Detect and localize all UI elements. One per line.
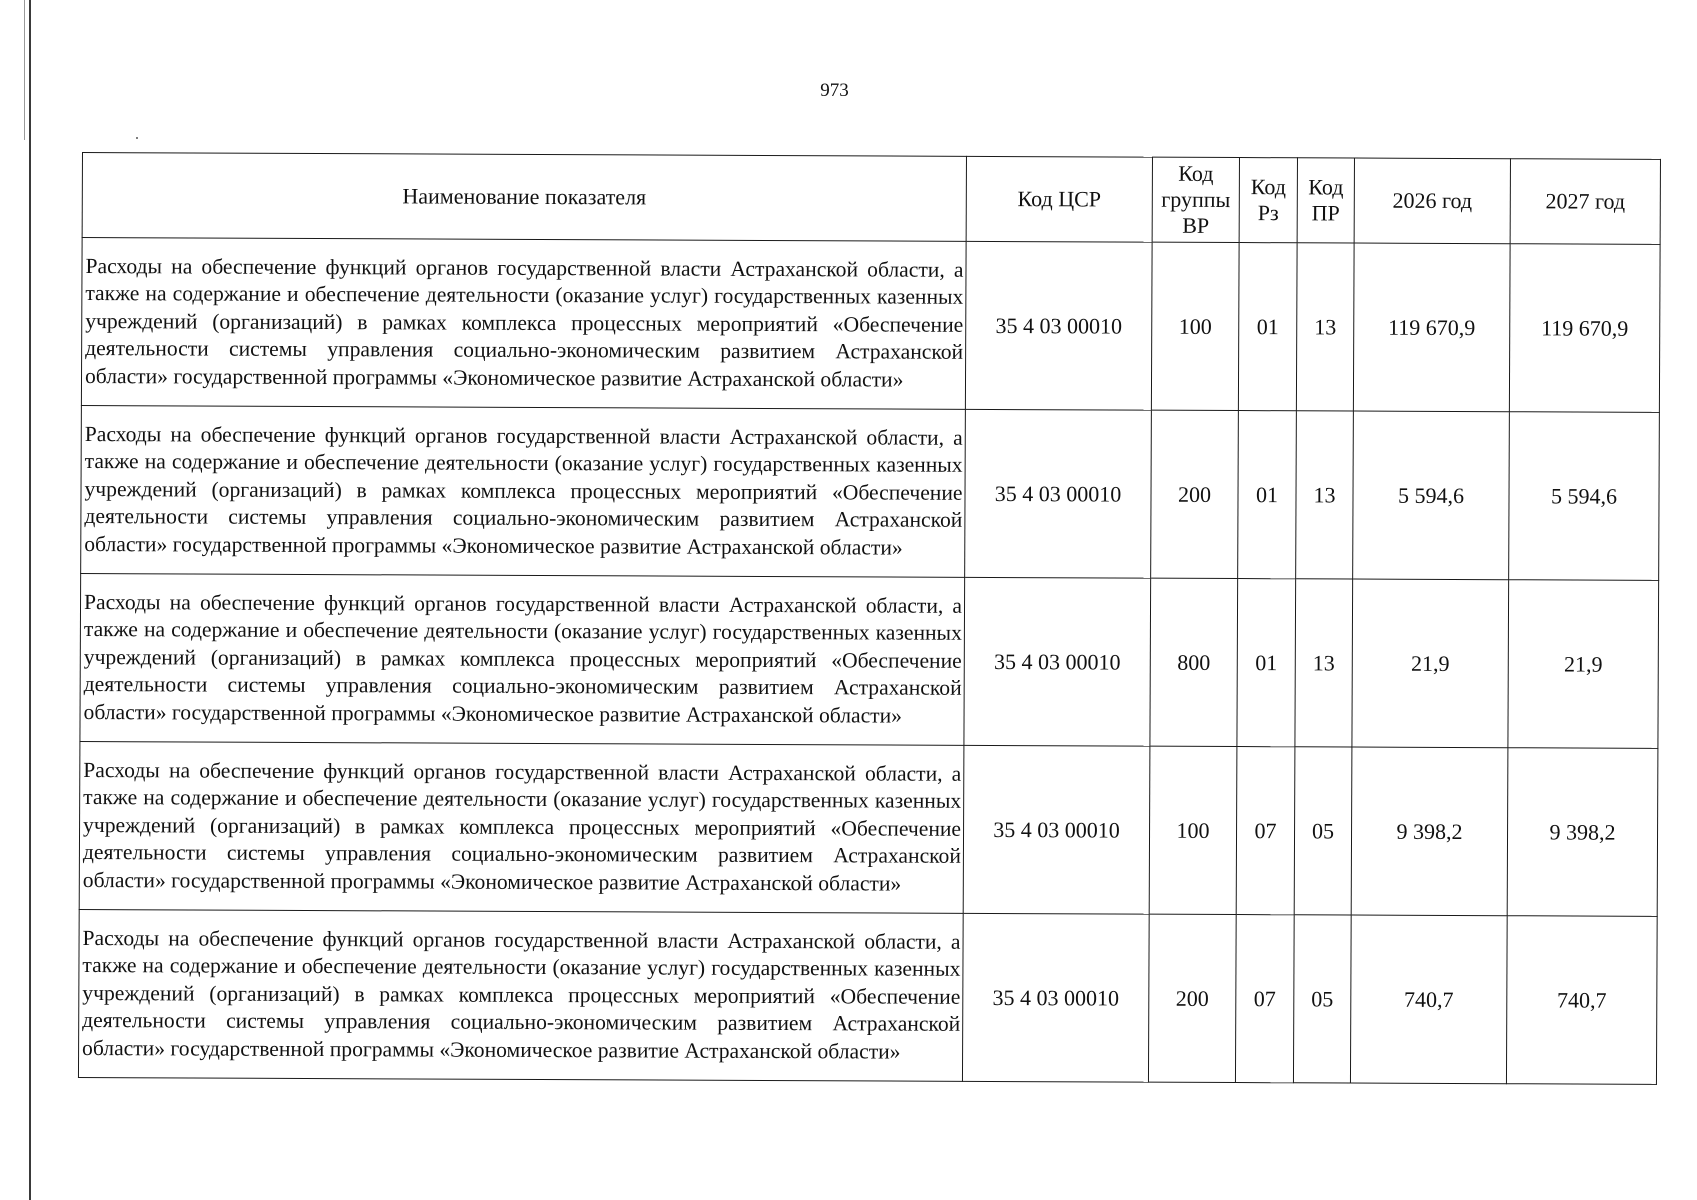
cell-name: Расходы на обеспечение функций органов государственной власти Астраханской области, а также на содержание и обеспечение деятельности (оказание услуг) государственных казенных учреждений (организаций) в рамках комплекса процессных мероприятий «Обеспечение деятельности системы управления социально-экономическим развитием Астраханской области» государственной программы «Экономическое развитие Астраханской области»: [78, 909, 963, 1081]
table-row: [81, 238, 1660, 413]
cell-pr: 05: [1294, 747, 1352, 915]
cell-name: Расходы на обеспечение функций органов государственной власти Астраханской области, а также на содержание и обеспечение деятельности (оказание услуг) государственных казенных учреждений (организаций) в рамках комплекса процессных мероприятий «Обеспечение деятельности системы управления социально-экономическим развитием Астраханской области» государственной программы «Экономическое развитие Астраханской области»: [79, 741, 964, 913]
cell-2026: 9 398,2: [1351, 747, 1508, 916]
cell-vr: 200: [1151, 410, 1239, 578]
cell-csr: 35 4 03 00010: [964, 577, 1151, 746]
cell-pr: 13: [1295, 579, 1353, 747]
table-row: [80, 573, 1659, 748]
cell-vr: 800: [1150, 578, 1238, 746]
header-vr: Код группы ВР: [1152, 157, 1239, 242]
header-2026: 2026 год: [1354, 158, 1510, 244]
binding-edge-line: [29, 0, 31, 1200]
cell-rz: 07: [1236, 747, 1295, 915]
cell-rz: 01: [1237, 579, 1296, 747]
cell-2026: 119 670,9: [1353, 243, 1510, 412]
header-name: Наименование показателя: [82, 153, 966, 242]
cell-name: Расходы на обеспечение функций органов государственной власти Астраханской области, а также на содержание и обеспечение деятельности (оказание услуг) государственных казенных учреждений (организаций) в рамках комплекса процессных мероприятий «Обеспечение деятельности системы управления социально-экономическим развитием Астраханской области» государственной программы «Экономическое развитие Астраханской области»: [81, 238, 966, 410]
cell-2027: 740,7: [1506, 916, 1657, 1085]
cell-rz: 01: [1238, 411, 1297, 579]
cell-2026: 740,7: [1350, 915, 1507, 1084]
cell-name: Расходы на обеспечение функций органов государственной власти Астраханской области, а также на содержание и обеспечение деятельности (оказание услуг) государственных казенных учреждений (организаций) в рамках комплекса процессных мероприятий «Обеспечение деятельности системы управления социально-экономическим развитием Астраханской области» государственной программы «Экономическое развитие Астраханской области»: [80, 573, 965, 745]
cell-vr: 200: [1148, 914, 1236, 1082]
cell-rz: 01: [1238, 243, 1297, 411]
header-pr: Код ПР: [1297, 158, 1354, 243]
table-row: [81, 405, 1660, 580]
cell-csr: 35 4 03 00010: [962, 913, 1149, 1082]
cell-2027: 21,9: [1508, 580, 1659, 749]
cell-pr: 13: [1296, 243, 1354, 411]
table-row: [78, 909, 1657, 1084]
budget-table: [78, 152, 1661, 1085]
cell-2027: 9 398,2: [1507, 748, 1658, 917]
header-rz: Код Рз: [1239, 158, 1297, 243]
page-number: 973: [820, 80, 849, 101]
cell-pr: 05: [1293, 915, 1351, 1083]
cell-2027: 119 670,9: [1509, 244, 1660, 413]
cell-vr: 100: [1151, 242, 1239, 410]
cell-csr: 35 4 03 00010: [963, 745, 1150, 914]
cell-2026: 5 594,6: [1353, 411, 1510, 580]
cell-vr: 100: [1149, 746, 1237, 914]
table-row: [79, 741, 1658, 916]
cell-csr: 35 4 03 00010: [965, 241, 1152, 410]
cell-csr: 35 4 03 00010: [965, 409, 1152, 578]
cell-pr: 13: [1296, 411, 1354, 579]
header-csr: Код ЦСР: [966, 156, 1152, 242]
cell-name: Расходы на обеспечение функций органов государственной власти Астраханской области, а также на содержание и обеспечение деятельности (оказание услуг) государственных казенных учреждений (организаций) в рамках комплекса процессных мероприятий «Обеспечение деятельности системы управления социально-экономическим развитием Астраханской области» государственной программы «Экономическое развитие Астраханской области»: [81, 405, 966, 577]
cell-2026: 21,9: [1352, 579, 1509, 748]
binding-edge-faint: [24, 0, 25, 140]
cell-2027: 5 594,6: [1509, 412, 1660, 581]
table-header-row: [82, 153, 1660, 245]
scan-speck: [136, 137, 138, 139]
header-2027: 2027 год: [1510, 159, 1660, 245]
budget-table-wrapper: [78, 152, 1660, 1085]
cell-rz: 07: [1235, 915, 1294, 1083]
